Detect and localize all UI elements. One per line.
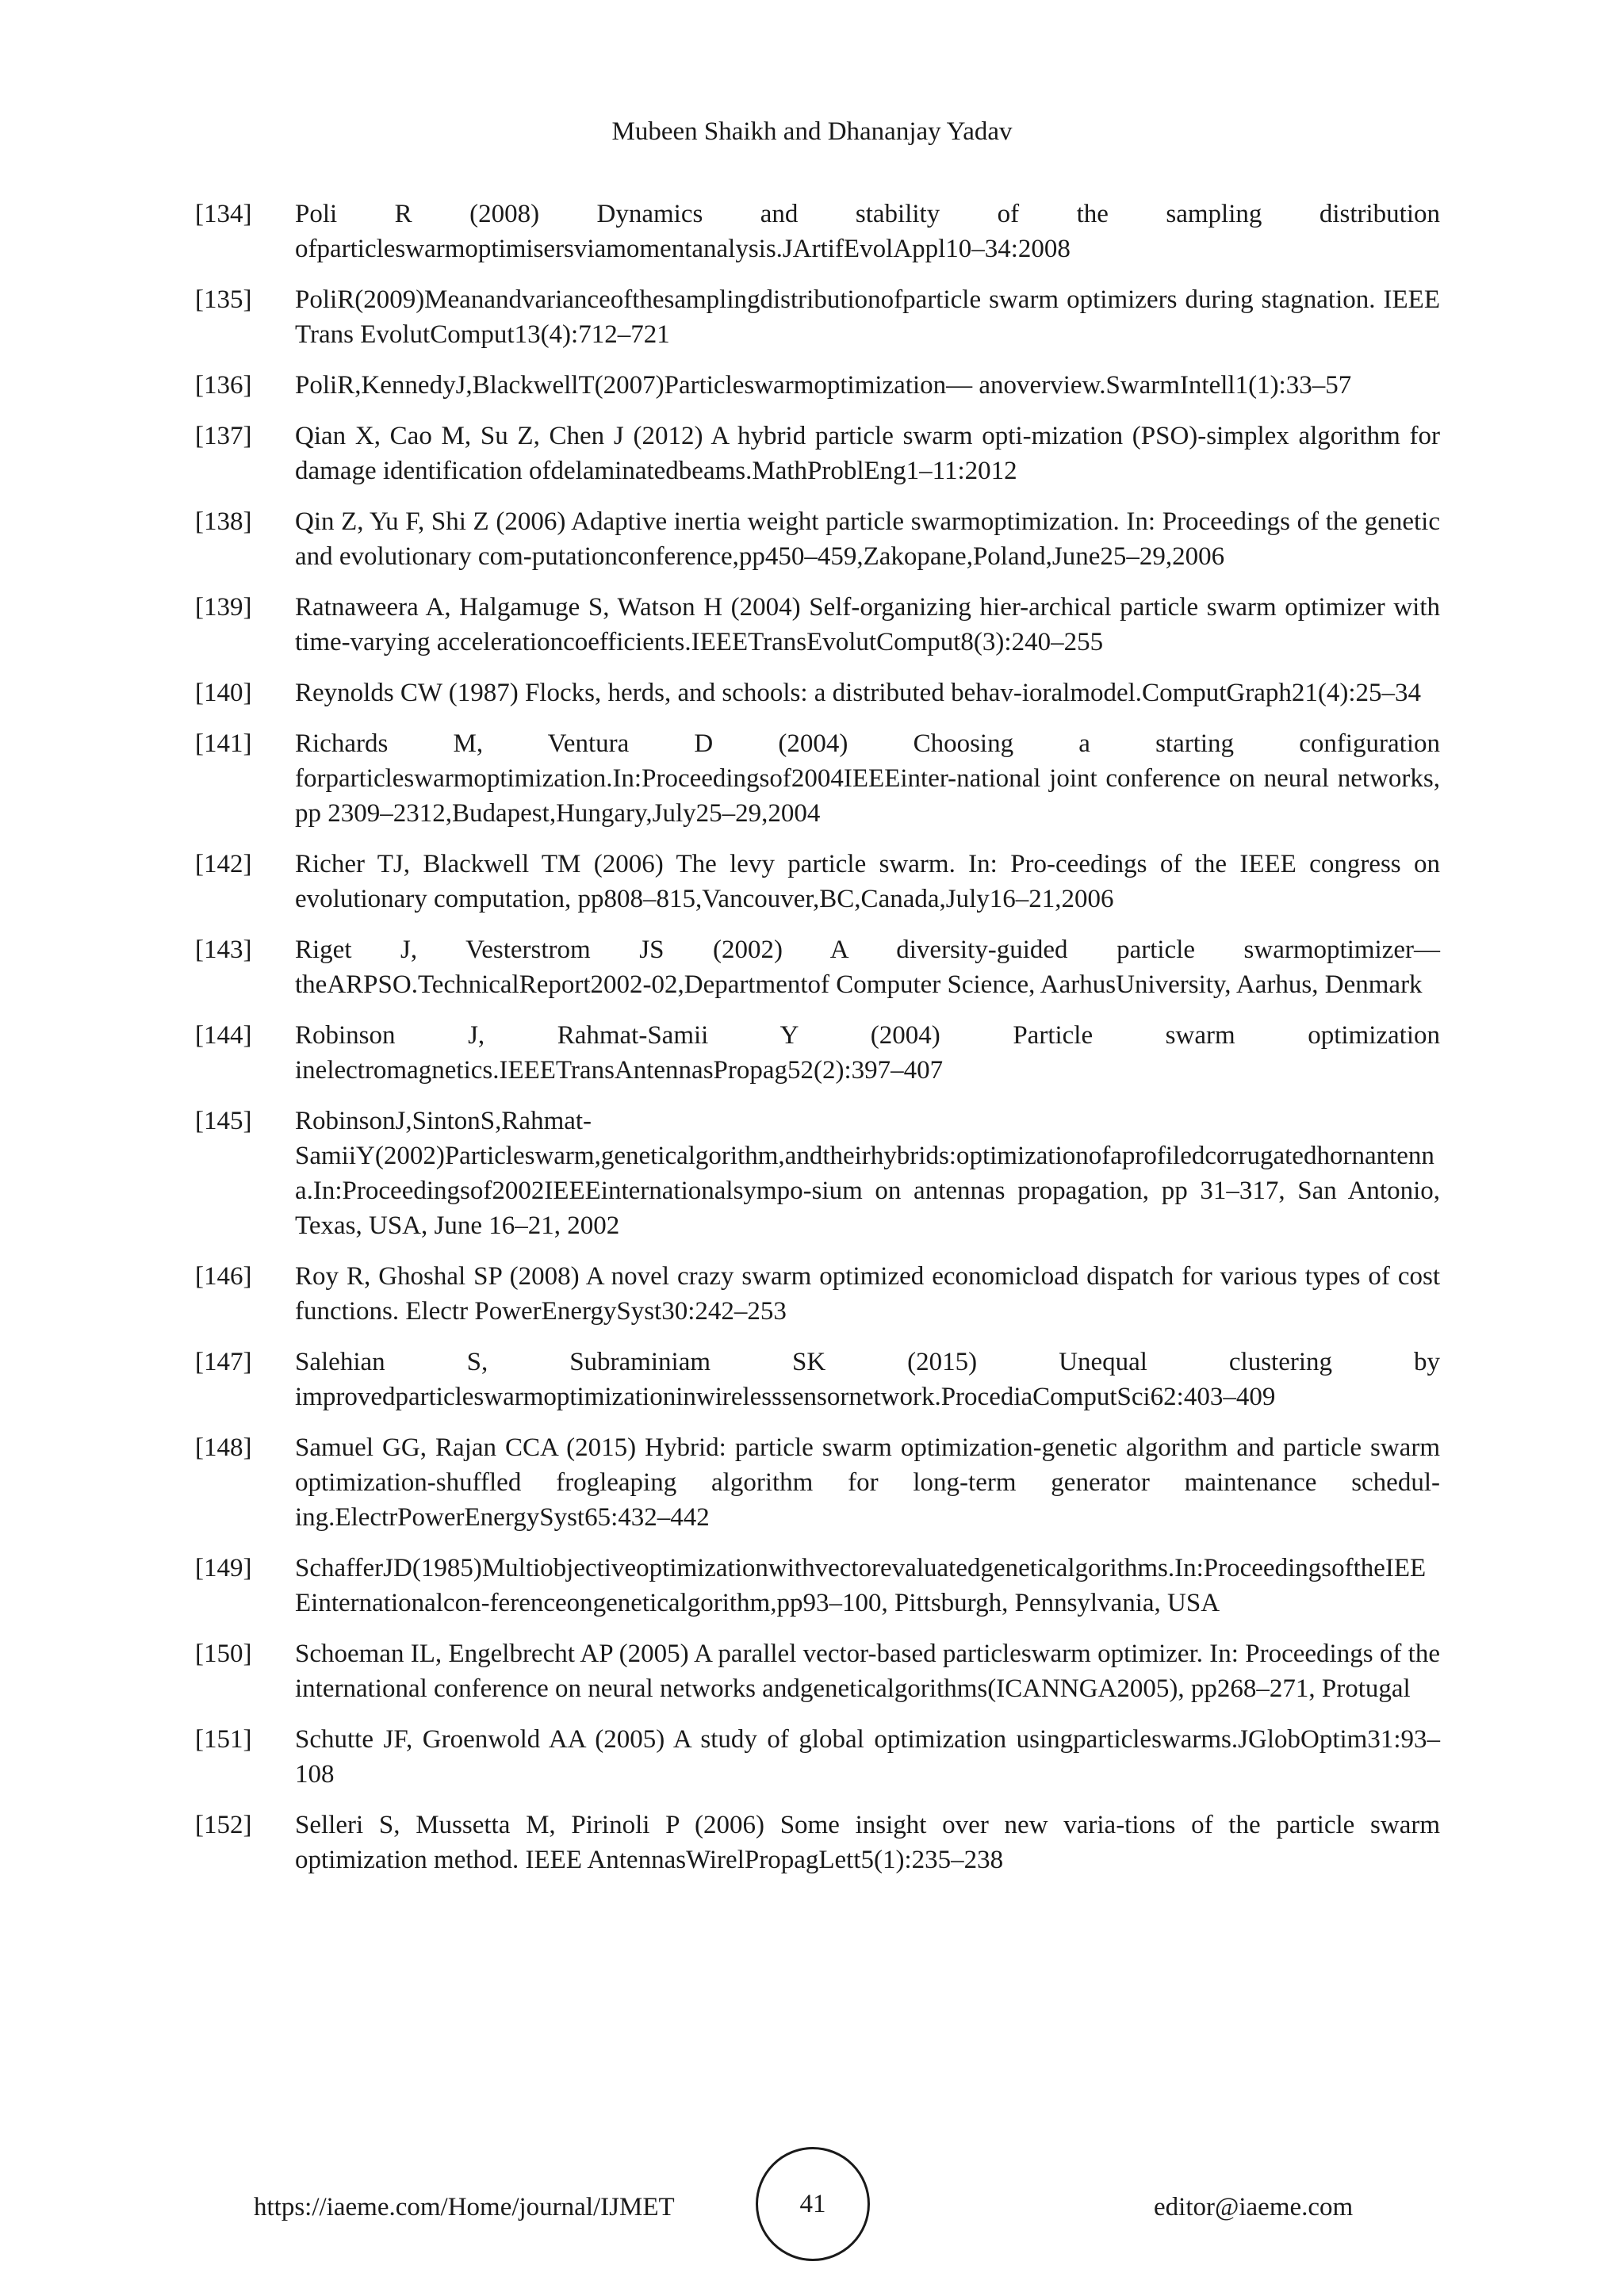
- reference-number: [143]: [195, 936, 252, 964]
- reference-item: [195, 1722, 1440, 1792]
- reference-item: [195, 368, 1440, 403]
- reference-item: [195, 1259, 1440, 1329]
- reference-text: Schutte JF, Groenwold AA (2005) A study of global optimization usingparticleswarms.JGlobOptim31:93–108: [295, 1725, 1440, 1789]
- reference-item: [195, 1345, 1440, 1414]
- reference-number: [140]: [195, 679, 252, 707]
- reference-text: Reynolds CW (1987) Flocks, herds, and schools: a distributed behav-ioralmodel.ComputGraph21(4):25–34: [295, 679, 1422, 707]
- reference-text: Robinson J, Rahmat-Samii Y (2004) Particle swarm optimization inelectromagnetics.IEEETransAntennasPropag52(2):397–407: [295, 1021, 1440, 1085]
- reference-item: [195, 726, 1440, 831]
- reference-item: [195, 932, 1440, 1002]
- reference-text: Samuel GG, Rajan CCA (2015) Hybrid: particle swarm optimization-genetic algorithm and particle swarm optimization-shuffled frogleaping algorithm for long-term generator maintenance schedul-ing.ElectrPowerEnergySyst65:432–442: [295, 1433, 1440, 1532]
- reference-text: RobinsonJ,SintonS,Rahmat-SamiiY(2002)Particleswarm,geneticalgorithm,andtheirhybrids:optimizationofaprofiledcorrugatedhornantenna.In:Proceedingsof2002IEEEinternationalsympo-sium on antennas propagation, pp 31–317, San Antonio, Texas, USA, June 16–21, 2002: [295, 1107, 1440, 1240]
- reference-text: Schoeman IL, Engelbrecht AP (2005) A parallel vector-based particleswarm optimizer. In: Proceedings of the international conference on neural networks andgeneticalgorithms(ICANNGA2005), pp268–271, Protugal: [295, 1640, 1440, 1703]
- reference-text: Poli R (2008) Dynamics and stability of the sampling distribution ofparticleswarmoptimisersviamomentanalysis.JArtifEvolAppl10–34:2008: [295, 200, 1440, 263]
- reference-number: [145]: [195, 1107, 252, 1135]
- reference-item: [195, 1430, 1440, 1535]
- reference-text: PoliR(2009)Meanandvarianceofthesamplingdistributionofparticle swarm optimizers during stagnation. IEEE Trans EvolutComput13(4):712–721: [295, 285, 1440, 349]
- reference-item: [195, 197, 1440, 266]
- reference-text: Richards M, Ventura D (2004) Choosing a starting configuration forparticleswarmoptimization.In:Proceedingsof2004IEEEinter-national joint conference on neural networks, pp 2309–2312,Budapest,Hungary,July25–29,2004: [295, 729, 1440, 828]
- journal-link[interactable]: https://iaeme.com/Home/journal/IJMET: [254, 2193, 675, 2221]
- reference-item: [195, 1018, 1440, 1088]
- reference-item: [195, 419, 1440, 488]
- reference-text: PoliR,KennedyJ,BlackwellT(2007)Particleswarmoptimization— anoverview.SwarmIntell1(1):33–57: [295, 371, 1352, 400]
- reference-item: [195, 590, 1440, 660]
- reference-item: [195, 504, 1440, 574]
- page-footer: [0, 2147, 1624, 2266]
- editor-email-link[interactable]: editor@iaeme.com: [1154, 2193, 1354, 2221]
- reference-text: Qian X, Cao M, Su Z, Chen J (2012) A hybrid particle swarm opti-mization (PSO)-simplex algorithm for damage identification ofdelaminatedbeams.MathProblEng1–11:2012: [295, 422, 1440, 485]
- reference-item: [195, 1104, 1440, 1243]
- page-number-badge: [756, 2147, 870, 2261]
- reference-text: Selleri S, Mussetta M, Pirinoli P (2006) Some insight over new varia-tions of the particle swarm optimization method. IEEE AntennasWirelPropagLett5(1):235–238: [295, 1811, 1440, 1874]
- reference-item: [195, 1636, 1440, 1706]
- reference-item: [195, 675, 1440, 710]
- page-header: [0, 116, 1624, 147]
- reference-number: [138]: [195, 507, 252, 536]
- reference-list: [195, 197, 1440, 1893]
- page-number: 41: [799, 2190, 826, 2218]
- reference-number: [135]: [195, 285, 252, 314]
- reference-number: [136]: [195, 371, 252, 400]
- reference-number: [139]: [195, 593, 252, 622]
- reference-number: [148]: [195, 1433, 252, 1462]
- reference-number: [152]: [195, 1811, 252, 1839]
- reference-text: Ratnaweera A, Halgamuge S, Watson H (2004) Self-organizing hier-archical particle swarm optimizer with time-varying accelerationcoefficients.IEEETransEvolutComput8(3):240–255: [295, 593, 1440, 656]
- reference-number: [146]: [195, 1262, 252, 1291]
- reference-item: [195, 282, 1440, 352]
- reference-text: Qin Z, Yu F, Shi Z (2006) Adaptive inertia weight particle swarmoptimization. In: Proceedings of the genetic and evolutionary com-putationconference,pp450–459,Zakopane,Poland,June25–29,2006: [295, 507, 1440, 571]
- reference-text: SchafferJD(1985)Multiobjectiveoptimizationwithvectorevaluatedgeneticalgorithms.In:ProceedingsoftheIEEEinternationalcon-ferenceongeneticalgorithm,pp93–100, Pittsburgh, Pennsylvania, USA: [295, 1554, 1427, 1617]
- header-authors: Mubeen Shaikh and Dhananjay Yadav: [611, 117, 1013, 146]
- reference-text: Richer TJ, Blackwell TM (2006) The levy particle swarm. In: Pro-ceedings of the IEEE congress on evolutionary computation, pp808–815,Vancouver,BC,Canada,July16–21,2006: [295, 850, 1440, 913]
- reference-number: [134]: [195, 200, 252, 228]
- reference-number: [142]: [195, 850, 252, 878]
- reference-item: [195, 1808, 1440, 1877]
- reference-text: Roy R, Ghoshal SP (2008) A novel crazy swarm optimized economicload dispatch for various types of cost functions. Electr PowerEnergySyst30:242–253: [295, 1262, 1440, 1326]
- reference-number: [141]: [195, 729, 252, 758]
- reference-text: Salehian S, Subraminiam SK (2015) Unequal clustering by improvedparticleswarmoptimizationinwirelesssensornetwork.ProcediaComputSci62:403–409: [295, 1348, 1440, 1411]
- reference-number: [150]: [195, 1640, 252, 1668]
- reference-number: [149]: [195, 1554, 252, 1582]
- reference-text: Riget J, Vesterstrom JS (2002) A diversity-guided particle swarmoptimizer—theARPSO.TechnicalReport2002-02,Departmentof Computer Science, AarhusUniversity, Aarhus, Denmark: [295, 936, 1440, 999]
- reference-item: [195, 847, 1440, 916]
- reference-number: [151]: [195, 1725, 252, 1754]
- reference-number: [147]: [195, 1348, 252, 1376]
- reference-number: [144]: [195, 1021, 252, 1050]
- reference-item: [195, 1551, 1440, 1621]
- reference-number: [137]: [195, 422, 252, 450]
